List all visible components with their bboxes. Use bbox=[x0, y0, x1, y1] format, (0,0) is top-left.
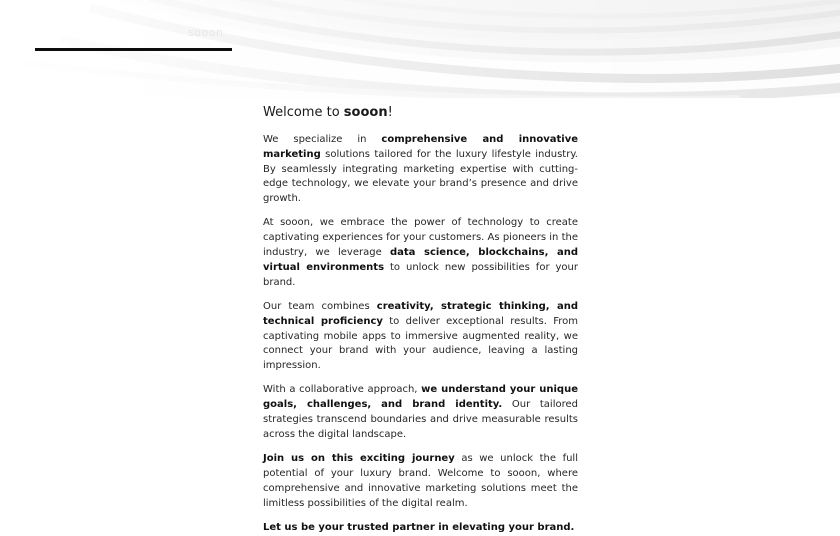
paragraph-highlight: creativity, strategic thinking, and technical proficiency bbox=[263, 300, 578, 327]
welcome-suffix: ! bbox=[387, 105, 393, 120]
paragraph-text: to unlock new possibilities for your brand. bbox=[263, 261, 578, 288]
paragraph-approach bbox=[263, 383, 578, 442]
paragraph-team bbox=[263, 300, 578, 374]
hero-tagline: sooon bbox=[188, 26, 224, 39]
paragraph-text: Our team combines bbox=[263, 300, 377, 312]
paragraph-text: Our tailored strategies transcend boundaries and drive measurable results across the digital landscape. bbox=[263, 399, 579, 440]
paragraph-highlight: comprehensive and innovative marketing bbox=[263, 134, 579, 160]
hero-divider bbox=[35, 48, 232, 51]
closing-statement: Let us be your trusted partner in elevating your brand. bbox=[263, 521, 575, 533]
paragraph-highlight: data science, blockchains, and virtual environments bbox=[263, 247, 578, 273]
paragraph-journey bbox=[263, 452, 578, 511]
paragraph-highlight: we understand your unique goals, challenges, and brand identity. bbox=[263, 384, 578, 411]
paragraph-text: to deliver exceptional results. From captivating mobile apps to immersive augmented reality, we connect your brand with your audience, leaving a lasting impression. bbox=[263, 315, 578, 372]
paragraph-text: At sooon, we embrace the power of technology to create captivating experiences for your customers. As pioneers in the industry, we leverage bbox=[263, 217, 578, 259]
paragraph-highlight: Join us on this exciting journey bbox=[263, 453, 455, 465]
paragraph-text: solutions tailored for the luxury lifestyle industry. By seamlessly integrating marketing expertise with cutting-edge technology, we elevate your brand’s presence and drive growth. bbox=[263, 148, 578, 205]
welcome-prefix: Welcome to bbox=[263, 105, 344, 120]
welcome-heading bbox=[263, 103, 578, 122]
brand-name: sooon bbox=[343, 105, 388, 120]
paragraph-text: We specialize in bbox=[263, 134, 382, 145]
about-content bbox=[263, 103, 578, 536]
paragraph-specialize bbox=[263, 133, 578, 207]
paragraph-text: With a collaborative approach, bbox=[263, 384, 422, 396]
hero-banner bbox=[0, 0, 840, 98]
paragraph-text: as we unlock the full potential of your luxury brand. Welcome to sooon, where comprehensive and innovative marketing solutions meet the limitless possibilities of the digital realm. bbox=[263, 453, 578, 509]
paragraph-technology bbox=[263, 216, 578, 290]
